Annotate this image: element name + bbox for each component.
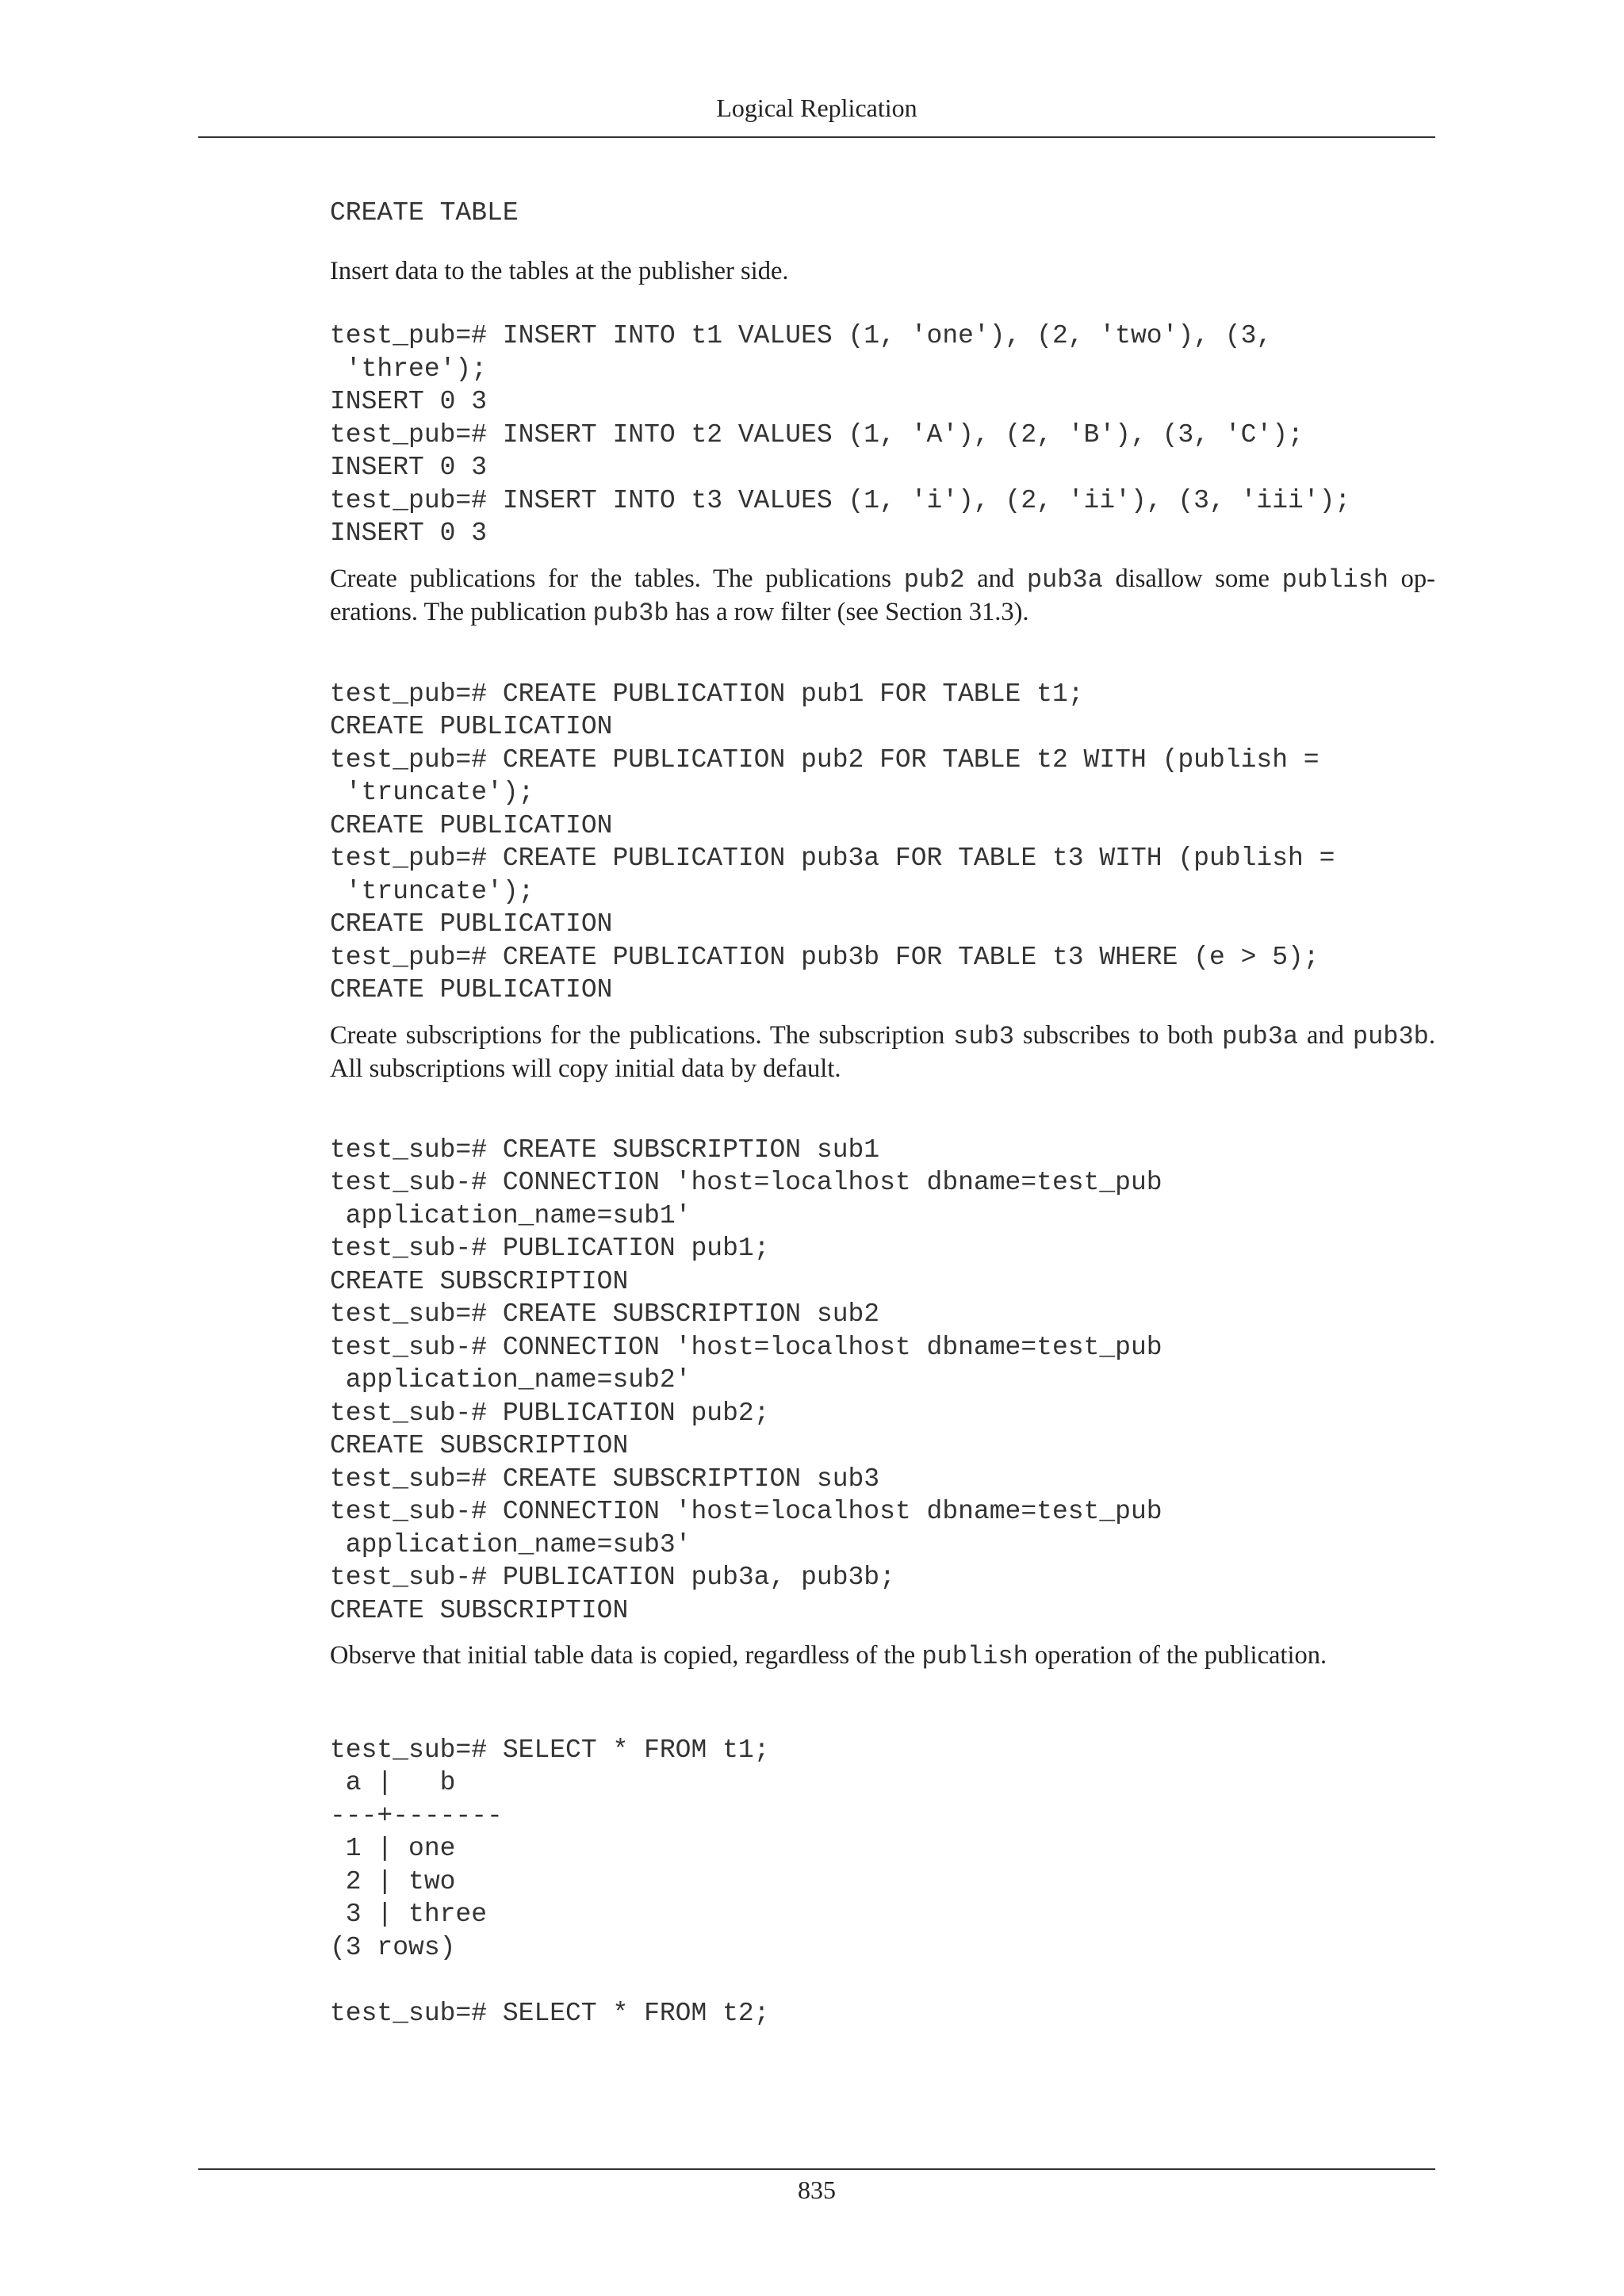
inline-code: publish [921,1642,1028,1671]
inline-code: pub3b [592,599,669,628]
page-number: 835 [798,2175,836,2204]
text-run: . All subscriptions will copy initial data by default. [330,1020,1435,1083]
code-block-publications: test_pub=# CREATE PUBLICATION pub1 FOR TABLE t1; CREATE PUBLICATION test_pub=# CREATE PUBLICATION pub2 FOR TABLE t2 WITH (publish = 'truncate'); CREATE PUBLICATION test_pub=# CREATE PUBLICATION pub3a FOR TABLE t3 WITH (publish = 'truncate'); CREATE PUBLICATION test_pub=# CREATE PUBLICATION pub3b FOR TABLE t3 WHERE (e > 5); CREATE PUBLICATION [330,679,1335,1004]
text-run: Create subscriptions for the publications. The subscription [330,1020,954,1050]
text-run: disallow some [1102,564,1282,593]
paragraph-publications [330,563,1435,630]
inline-code: pub3b [1352,1021,1429,1051]
text-run: and [1298,1020,1353,1050]
inline-code: publish [1281,564,1388,595]
inline-code: pub2 [903,564,965,595]
code-block-insert: test_pub=# INSERT INTO t1 VALUES (1, 'one'), (2, 'two'), (3, 'three'); INSERT 0 3 test_pub=# INSERT INTO t2 VALUES (1, 'A'), (2, 'B'), (3, 'C'); INSERT 0 3 test_pub=# INSERT INTO t3 VALUES (1, 'i'), (2, 'ii'), (3, 'iii'); INSERT 0 3 [330,321,1351,548]
text-run: and [964,564,1027,593]
text-run: Create publications for the tables. The publications [330,564,904,593]
inline-code: pub3a [1222,1021,1299,1051]
inline-code: sub3 [953,1021,1014,1051]
inline-code: pub3a [1026,564,1103,595]
paragraph-observe [330,1640,1435,1674]
paragraph-insert: Insert data to the tables at the publisher side. [330,256,789,285]
header-rule [198,136,1435,138]
text-run: subscribes to both [1013,1020,1223,1050]
footer-rule [198,2168,1435,2170]
text-run: Observe that initial table data is copied, regardless of the [330,1641,922,1670]
page-content [330,197,1435,2030]
code-block-subscriptions: test_sub=# CREATE SUBSCRIPTION sub1 test_sub-# CONNECTION 'host=localhost dbname=test_pub application_name=sub1' test_sub-# PUBLICATION pub1; CREATE SUBSCRIPTION test_sub=# CREATE SUBSCRIPTION sub2 test_sub-# CONNECTION 'host=localhost dbname=test_pub application_name=sub2' test_sub-# PUBLICATION pub2; CREATE SUBSCRIPTION test_sub=# CREATE SUBSCRIPTION sub3 test_sub-# CONNECTION 'host=localhost dbname=test_pub application_name=sub3' test_sub-# PUBLICATION pub3a, pub3b; CREATE SUBSCRIPTION [330,1135,1162,1625]
running-header: Logical Replication [716,94,917,122]
text-run: has a row filter (see Section 31.3). [668,598,1029,626]
text-run: operation of the publication. [1028,1641,1327,1670]
paragraph-subscriptions [330,1020,1435,1086]
text-run: op-erations. The publication [330,564,1435,626]
create-table-output: CREATE TABLE [330,198,519,228]
code-block-select: test_sub=# SELECT * FROM t1; a | b ---+------- 1 | one 2 | two 3 | three (3 rows) test_sub=# SELECT * FROM t2; [330,1735,770,2028]
